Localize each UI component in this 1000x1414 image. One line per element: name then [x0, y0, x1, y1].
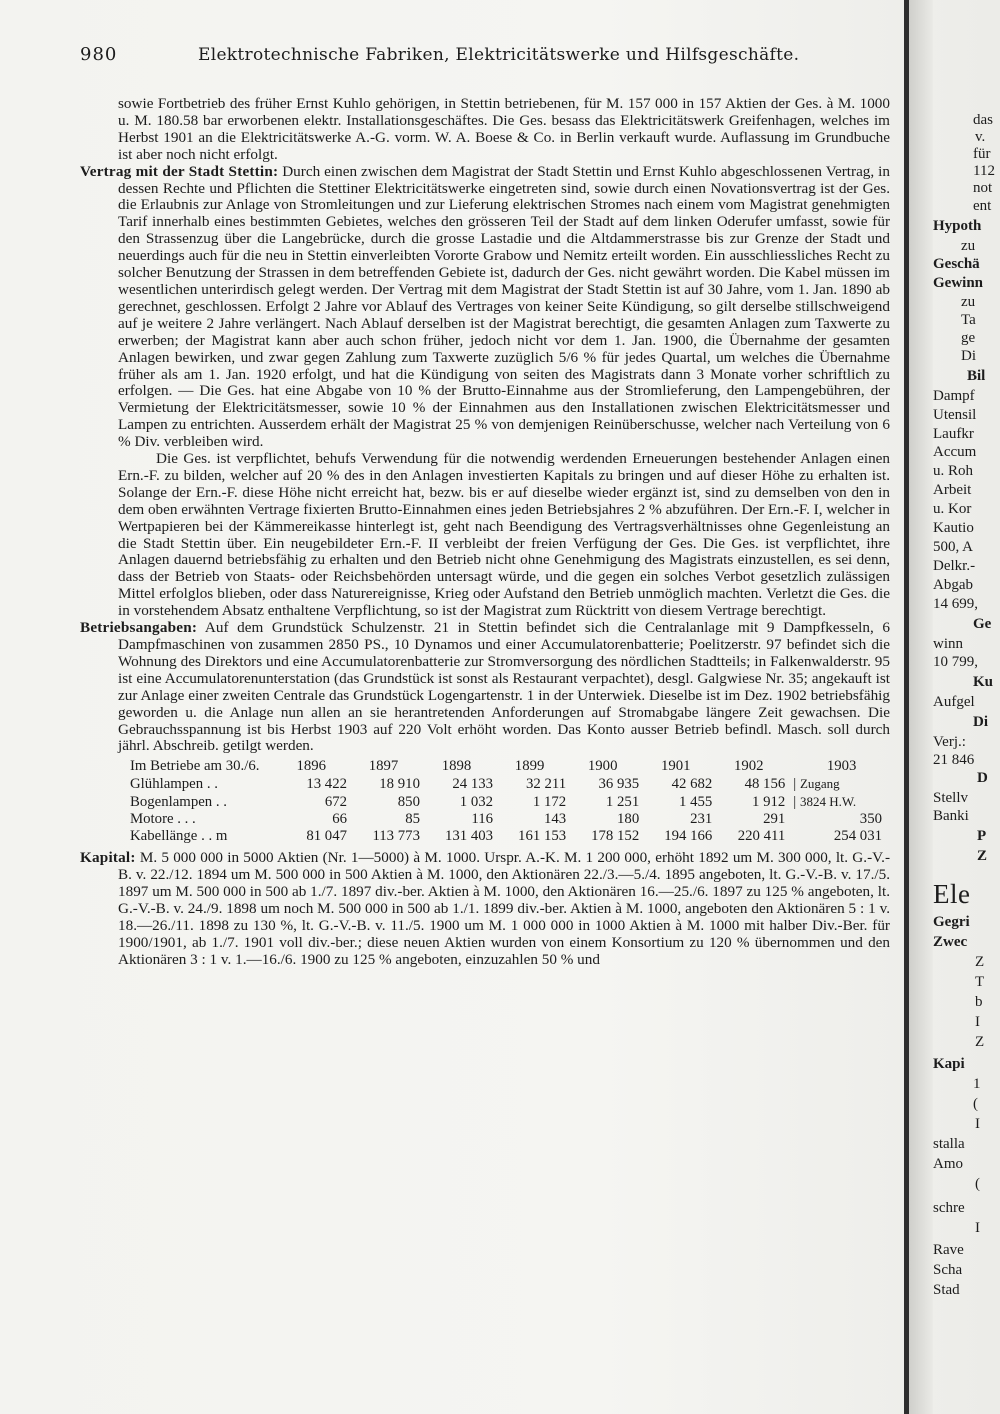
fragment-text: P	[977, 828, 987, 844]
year-cell: 1902	[733, 758, 764, 775]
fragment-text: Kautio	[933, 520, 974, 536]
value-cell: 180	[617, 811, 640, 828]
value-cell: 18 910	[379, 775, 420, 792]
value-cell: 131 403	[444, 828, 494, 845]
fragment-text: 21 846	[933, 752, 975, 768]
fragment-text: das	[973, 112, 993, 128]
year-cell: 1901	[660, 758, 691, 775]
extra-cell: | 3824 H.W.	[793, 794, 857, 811]
operations-table	[130, 758, 890, 845]
hw-note: 3824 H.W.	[799, 794, 857, 810]
fragment-text: Aufgel	[933, 694, 975, 710]
value-cell: 66	[332, 811, 348, 828]
fragment-text: Zwec	[933, 934, 968, 950]
value-cell: 1 912	[751, 793, 786, 810]
zugang-note: Zugang	[799, 776, 840, 792]
fragment-text: v.	[975, 129, 986, 145]
page-number: 980	[80, 44, 118, 65]
year-cell: 1903	[826, 758, 857, 775]
fragment-text: zu	[961, 238, 976, 254]
fragment-text: Z	[975, 1034, 985, 1050]
value-cell: 1 455	[679, 793, 713, 810]
fragment-text: ent	[973, 198, 992, 214]
value-cell: 672	[324, 793, 348, 810]
value-cell: 1 032	[459, 793, 494, 810]
fragment-text: schre	[933, 1200, 965, 1216]
value-cell: 143	[543, 811, 567, 828]
table-row	[130, 793, 890, 811]
fragment-text: Scha	[933, 1262, 963, 1278]
vertrag-section	[80, 164, 890, 451]
fragment-text: winn	[933, 636, 963, 652]
fragment-text: zu	[961, 294, 976, 310]
year-cell: 1896	[296, 758, 327, 775]
fragment-text: I	[975, 1014, 980, 1030]
fragment-text: Geschä	[933, 256, 980, 272]
year-cell: 1898	[441, 758, 472, 775]
page-header	[80, 44, 900, 74]
value-cell: 350	[859, 811, 882, 828]
fragment-text: T	[975, 974, 985, 990]
fragment-text: 112	[973, 163, 995, 179]
fragment-text: 10 799,	[933, 654, 978, 670]
value-cell: 81 047	[306, 828, 348, 845]
fragment-text: Accum	[933, 444, 977, 460]
row-label: Kabellänge . . m	[130, 828, 228, 845]
fragment-text: stalla	[933, 1136, 965, 1152]
year-cell: 1900	[587, 758, 618, 775]
fragment-text: Gegri	[933, 914, 970, 930]
fragment-text: u. Roh	[933, 463, 974, 479]
vertrag-text: Durch einen zwischen dem Magistrat der Stadt Stettin und Ernst Kuhlo abgeschlossenen Vertrag, in dessen Rechte und Pflichten die Stettiner Elektricitätswerke eingetreten sind, sowie durch einen Novationsvertrag ist der Ges. die Erlaubnis zur Anlage von Stromleitungen und zur Lieferung elektrischen Stromes nach einem vom Magistrat genehmigten Tarif innerhalb eines bestimmten Gebietes, welches den grösseren Teil der Stadt auf dem linken Oderufer umfasst, sowie für den Strassenzug über die Langebrücke, durch die grosse Lastadie und die Altdammerstrasse bis zur Grenze der Stadt und neuerdings auch für die neu in Stettin einverleibten Vororte Grabow und Nemitz erteilt worden. Ein ausschliessliches Recht zu solcher Benutzung der Strassen in dem betreffenden Gebiete ist, dadurch der Ges. nicht gewährt worden. Die Kabel müssen im wesentlichen unterirdisch gelegt werden. Der Vertrag mit dem Magistrat der Stadt Stettin ist auf 30 Jahre, vom 1. Jan. 1890 ab gerechnet, geschlossen. Erfolgt 2 Jahre vor Ablauf des Vertrages von keiner Seite Kündigung, so gilt derselbe stillschweigend auf je weitere 2 Jahre verlängert. Nach Ablauf derselben ist der Magistrat berechtigt, die gesamten Anlagen zum Taxwerte zu erwerben; der Magistrat kann aber auch schon früher, jedoch nicht vor dem 1. Jan. 1900, die Übernahme der gesamten Anlagen bewirken, und zwar gegen Zahlung zum Taxwerte zuzüglich 5/6 % für jedes Quartal, um welches die Übernahme früher als am 1. Jan. 1920 erfolgt, und hat die Kündigung von seiten des Magistrats dann 3 Monate vorher schriftlich zu erfolgen. — Die Ges. hat eine Abgabe von 10 % der Brutto-Einnahme aus der Stromlieferung, den Lampengebühren, der Vermietung der Elektricitätsmesser, sowie 10 % der Einnahmen aus den Installationen zwischen Elektricitätsmesser und Lampen zu entrichten. Ausserdem erhält der Magistrat 25 % von demjenigen Reinüberschusse, welcher nach Verteilung von 6 % Div. verbleiben wird.	[118, 162, 890, 451]
fragment-text: Kapi	[933, 1056, 965, 1072]
fragment-text: für	[973, 146, 991, 162]
fragment-text: u. Kor	[933, 501, 972, 517]
fragment-text: Laufkr	[933, 426, 974, 442]
value-cell: 48 156	[744, 775, 786, 792]
fragment-text: Ge	[973, 616, 992, 632]
kapital-section	[80, 850, 890, 968]
fragment-text: 1	[973, 1076, 981, 1092]
year-cell: 1899	[514, 758, 545, 775]
fragment-text: Stellv	[933, 790, 969, 806]
value-cell: 36 935	[598, 775, 640, 792]
gutter-shadow	[909, 0, 933, 1414]
fragment-text: (	[973, 1096, 978, 1112]
betrieb-label: Betriebsangaben:	[80, 619, 198, 637]
fragment-text: Banki	[933, 808, 969, 824]
row-label: Bogenlampen . .	[130, 793, 227, 810]
kapital-text: M. 5 000 000 in 5000 Aktien (Nr. 1—5000) à M. 1000. Urspr. A.-K. M. 1 200 000, erhöht 1892 um M. 300 000, lt. G.-V.-B. v. 22./12. 1894 um M. 500 000 in 500 Aktien à M. 1000, den Aktionären 22./3.—5./4. 1895 angeboten, lt. G.-V.-B. v. 17./5. 1897 um M. 500 000 in 500 ab 1./7. 1897 div.-ber. Aktien à M. 1000, den Aktionären 16.—25./6. 1897 zu 125 % angeboten, lt. G.-V.-B. v. 24./9. 1898 um noch M. 500 000 in 500 ab 1./1. 1899 div.-ber. Aktien à M. 1000, angeboten den Aktionären 5 : 1 v. 18.—26./11. 1898 zu 130 %, lt. G.-V.-B. v. 11./5. 1900 um M. 1 000 000 in 1000 Aktien à M. 1000 mit halber Div.-Ber. für 1900/1901, ab 1./7. 1901 voll div.-ber.; diese neuen Aktien wurden von einem Konsortium zu 120 % übernommen und den Aktionären 3 : 1 v. 1.—16./6. 1900 zu 125 % angeboten, einzuzahlen 50 % und	[118, 849, 890, 968]
fragment-text: 500, A	[933, 539, 974, 555]
vertrag-label: Vertrag mit der Stadt Stettin:	[80, 162, 279, 180]
value-cell: 32 211	[525, 775, 567, 792]
value-cell: 113 773	[372, 828, 420, 845]
fragment-text: Delkr.-	[933, 558, 976, 574]
adjacent-page-fragments	[933, 96, 1000, 1414]
value-cell: 24 133	[452, 775, 494, 792]
fragment-text: Amo	[933, 1156, 963, 1172]
fragment-text: Dampf	[933, 388, 975, 404]
row-label: Motore . . .	[130, 811, 196, 828]
value-cell: 178 152	[591, 828, 640, 845]
fragment-text: Di	[973, 714, 988, 730]
table-row	[130, 811, 890, 828]
value-cell: 1 172	[532, 793, 567, 810]
fragment-text: Arbeit	[933, 482, 972, 498]
fragment-text: Bil	[967, 368, 986, 384]
fragment-text: Abgab	[933, 577, 973, 593]
fragment-text: Z	[975, 954, 985, 970]
main-column	[80, 96, 890, 969]
fragment-text: Gewinn	[933, 275, 984, 291]
betrieb-section	[80, 620, 890, 755]
running-title: Elektrotechnische Fabriken, Elektricitätswerke und Hilfsgeschäfte.	[198, 45, 800, 65]
fragment-text: ge	[961, 330, 976, 346]
fragment-text: (	[975, 1176, 980, 1192]
betrieb-text: Auf dem Grundstück Schulzenstr. 21 in Stettin befindet sich die Centralanlage mit 9 Dampfkesseln, 6 Dampfmaschinen von zusammen 2850 PS., 10 Dynamos und einer Accumulatorenbatterie; Poelitzerstr. 97 befindet sich die Wohnung des Direktors und eine Accumulatorenbatterie zur Stromversorgung des nördlichen Stadtteils; in Falkenwalderstr. 95 ist eine Accumulatorenunterstation (das Grundstück ist sonst als Restaurant verpachtet), desgl. Galgwiese Nr. 35; angekauft ist zur Anlage einer zweiten Centrale das Grundstück Logengartenstr. 1 in der Unterwiek. Dieselbe ist im Dez. 1902 betriebsfähig geworden u. die Anlage nun allen an sie herantretenden Anforderungen auf Stromabgabe längere Zeit gewachsen. Die Gebrauchsspannung ist bis Herbst 1903 auf 220 Volt erhöht worden. Das Konto ausser Betrieb befindl. Masch. soll durch jährl. Abschreib. getilgt werden.	[118, 619, 890, 755]
row-label: Glühlampen . .	[130, 775, 218, 792]
fragment-text: not	[973, 180, 993, 196]
fragment-text: I	[975, 1116, 980, 1132]
fragment-text: Rave	[933, 1242, 964, 1258]
year-cell: 1897	[368, 758, 399, 775]
value-cell: 231	[690, 811, 713, 828]
table-header-row	[130, 758, 890, 775]
value-cell: 13 422	[306, 775, 348, 792]
value-cell: 291	[763, 811, 786, 828]
value-cell: 161 153	[518, 828, 567, 845]
fragment-text: 14 699,	[933, 596, 978, 612]
table-head-label: Im Betriebe am 30./6.	[130, 758, 260, 775]
extra-cell: | Zugang	[793, 776, 840, 793]
fragment-text: Di	[961, 348, 976, 364]
fragment-text: Hypoth	[933, 218, 982, 234]
fragment-text: b	[975, 994, 983, 1010]
fragment-text: I	[975, 1220, 980, 1236]
value-cell: 42 682	[671, 775, 713, 792]
fragment-text: Z	[977, 848, 988, 864]
fragment-text: Stad	[933, 1282, 960, 1298]
value-cell: 850	[397, 793, 420, 810]
value-cell: 194 166	[664, 828, 713, 845]
kapital-label: Kapital:	[80, 849, 136, 867]
fragment-text: Ta	[961, 312, 976, 328]
intro-paragraph: sowie Fortbetrieb des früher Ernst Kuhlo gehörigen, in Stettin betriebenen, für M. 157 000 in 157 Aktien der Ges. à M. 1000 u. M. 180.58 bar erworbenen elektr. Installationsgeschäftes. Die Ges. besass das Elektricitätswerk Greifenhagen, welches im Herbst 1901 an die Elektricitätswerke A.-G. vorm. W. A. Boese & Co. in Berlin verkauft wurde. Auflassung im Grundbuche ist aber noch nicht erfolgt.	[118, 95, 890, 163]
value-cell: 254 031	[833, 828, 882, 845]
fragment-text: D	[977, 770, 988, 786]
value-cell: 220 411	[737, 828, 786, 845]
table-row	[130, 775, 890, 793]
table-row	[130, 828, 890, 845]
value-cell: 1 251	[605, 793, 640, 810]
fragment-text: Verj.:	[933, 734, 966, 750]
value-cell: 116	[471, 811, 494, 828]
vertrag-text-2: Die Ges. ist verpflichtet, behufs Verwendung für die notwendig werdenden Erneuerungen bestehender Anlagen einen Ern.-F. zu bilden, welcher auf 20 % des in den Anlagen investierten Kapitals zu bringen und auf dieser Höhe zu erhalten ist. Solange der Ern.-F. diese Höhe nicht erreicht hat, bezw. bis er auf dieselbe wieder ergänzt ist, sind zu demselben von den in dem oben erwähnten Vertrage fixierten Brutto-Einnahmen eines jeden Betriebsjahres 2 % abzuführen. Der Ern.-F. I, welcher in Wertpapieren bei der Kämmereikasse hinterlegt ist, geht nach Beendigung des Vertragsverhältnisses ohne Gegenleistung an die Stadt Stettin über. Ein neugebildeter Ern.-F. II verbleibt der freien Verfügung der Ges. Die Ges. ist verpflichtet, ihre Anlagen dauernd betriebsfähig zu erhalten und den Betrieb nicht ohne Genehmigung des Magistrats einzustellen, es sei denn, dass der Betrieb von Staats- oder Reichsbehörden untersagt würde, und die gegen ein solches Verbot gesetzlich zulässigen Mittel erfolglos blieben, oder dass Naturereignisse, Krieg oder Aufstand den Betrieb unmöglich machten. Verletzt die Ges. die in vorstehendem Absatz enthaltene Verpflichtung, so ist der Magistrat zum Rücktritt von diesem Vertrage berechtigt.	[118, 450, 890, 620]
fragment-text: Ku	[973, 674, 994, 690]
fragment-text: Utensil	[933, 407, 977, 423]
value-cell: 85	[405, 811, 420, 828]
fragment-text: Ele	[933, 879, 971, 909]
